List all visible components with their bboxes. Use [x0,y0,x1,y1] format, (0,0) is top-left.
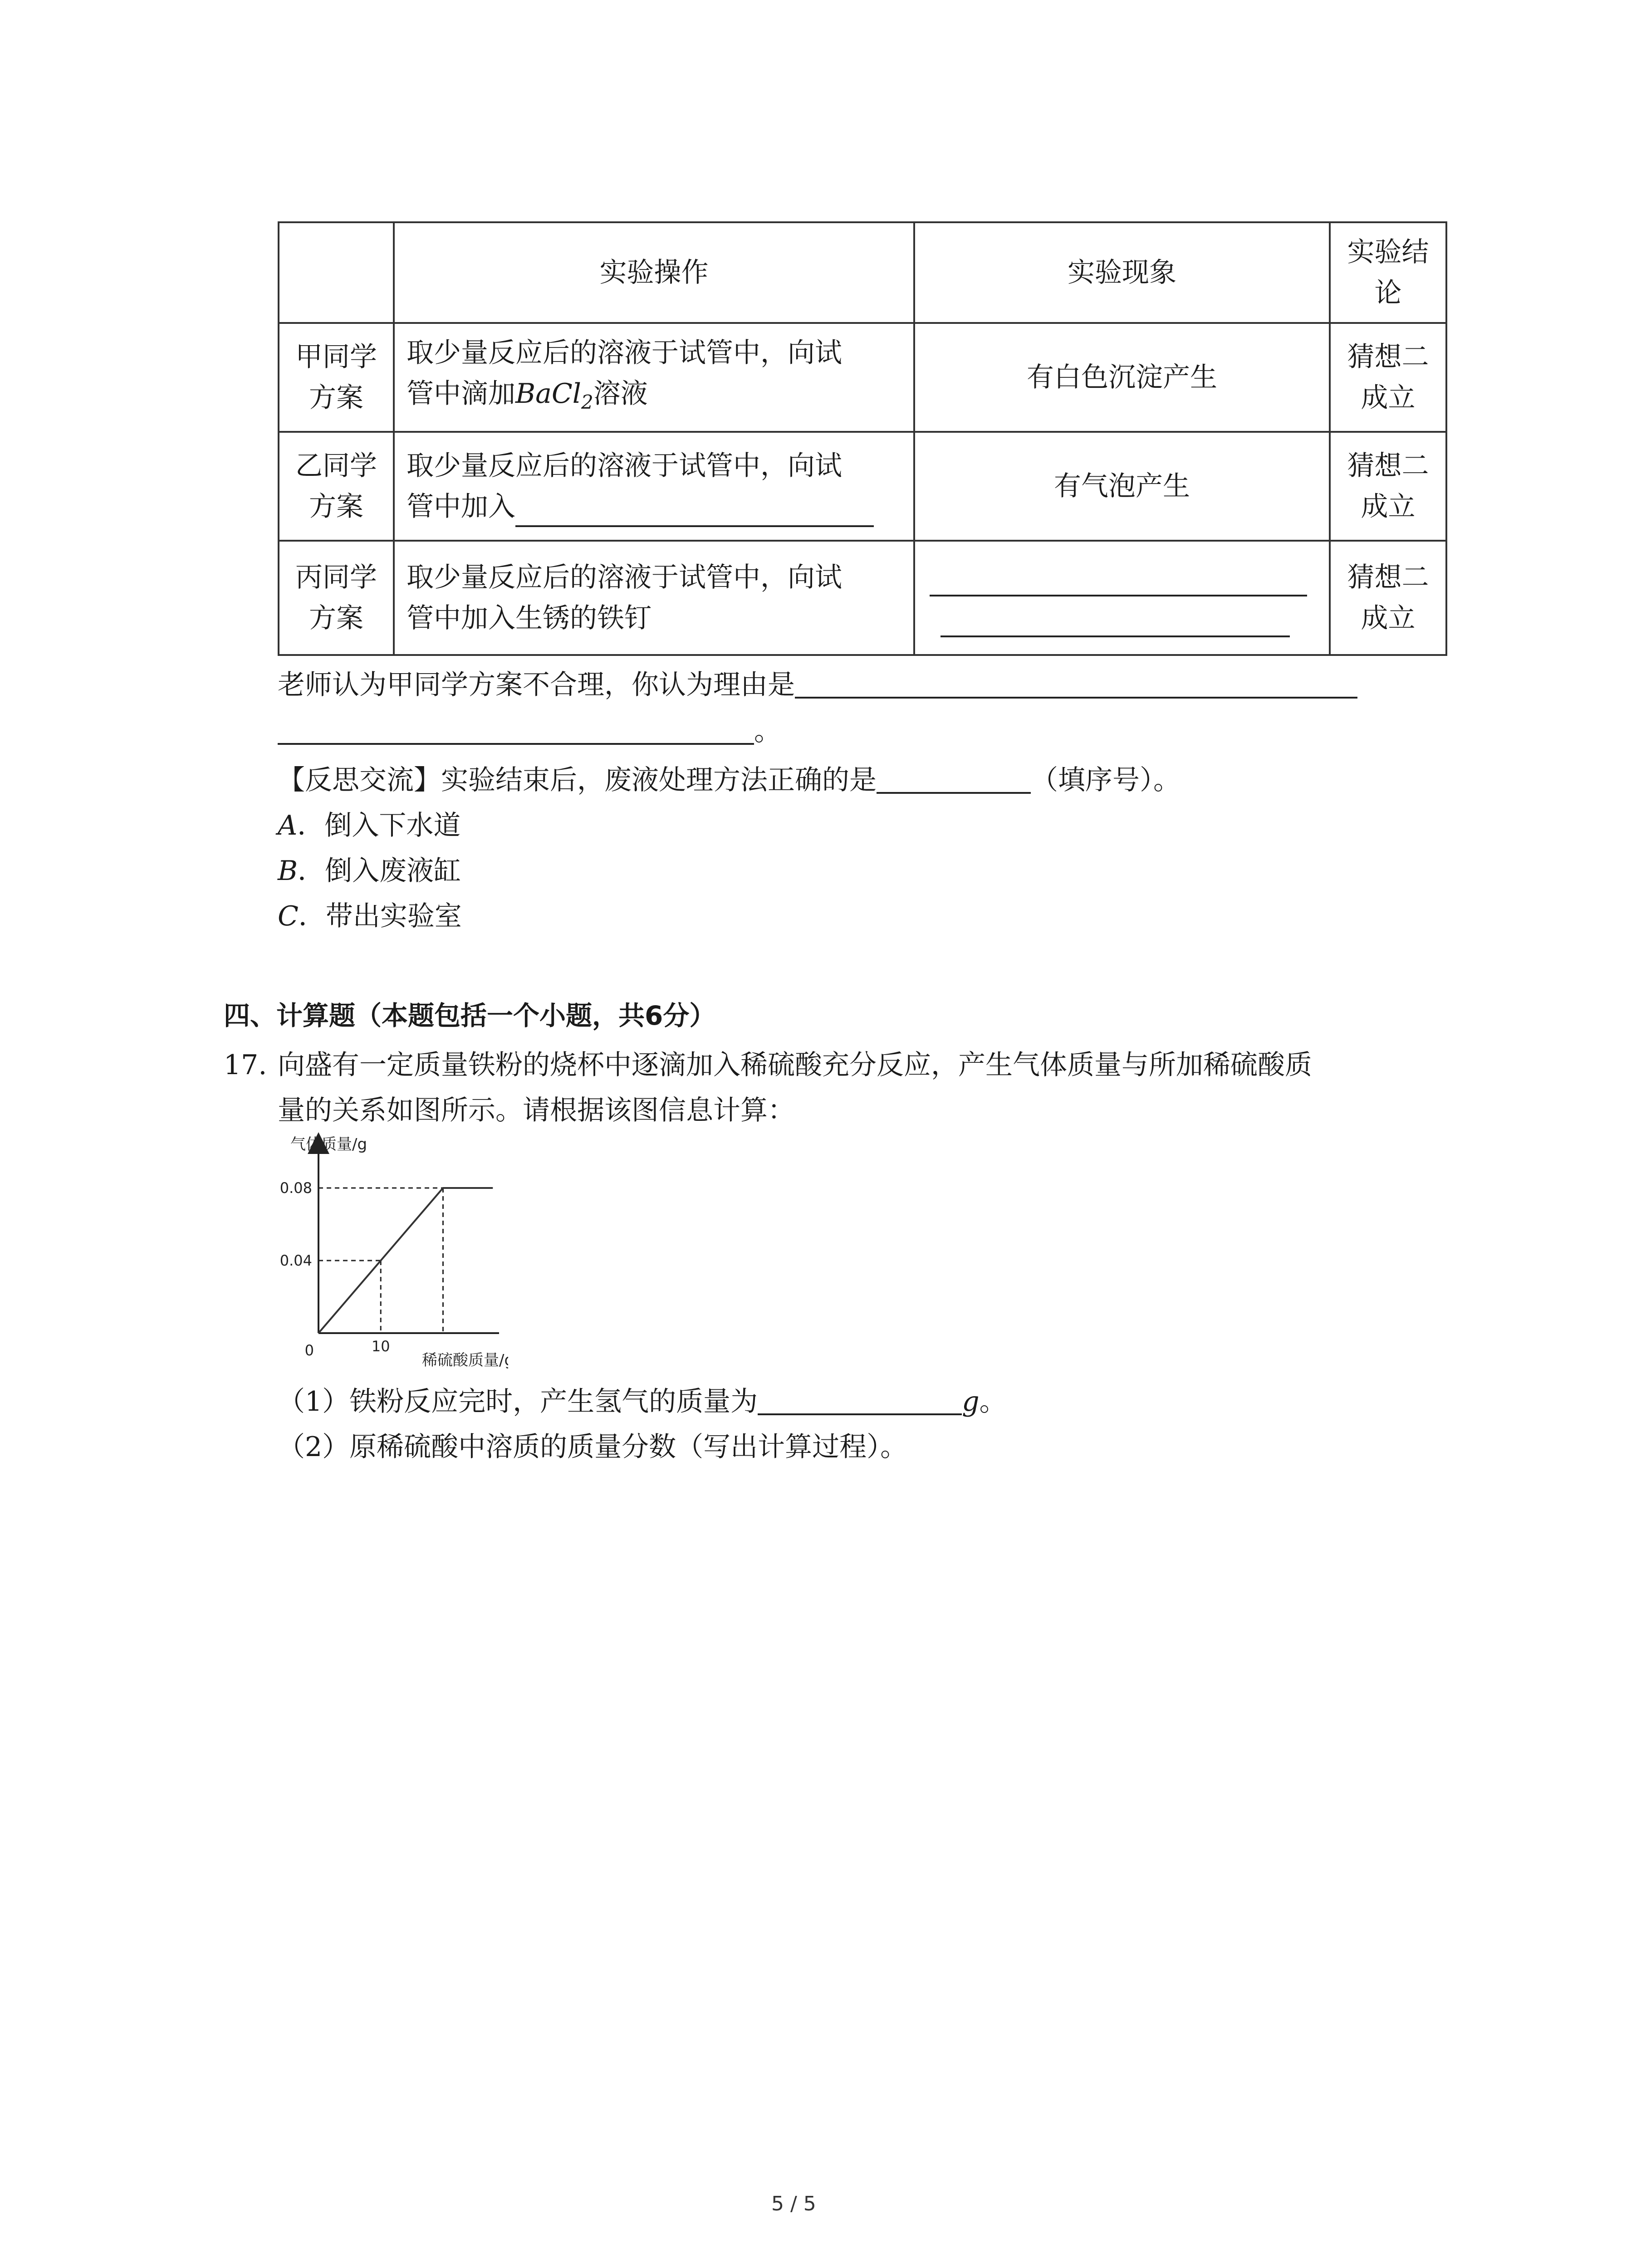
answer-blank[interactable] [877,766,1031,794]
table-row [279,541,1446,655]
teacher-note [278,670,1357,699]
option-letter: A [278,810,298,841]
conclusion-cell [1330,323,1446,432]
option-c[interactable] [278,900,462,932]
conclusion-cell [1330,541,1446,655]
operation-text-2 [407,373,901,423]
sub-question-1-text: （1）铁粉反应完时，产生氢气的质量为 [278,1386,758,1418]
phenomenon-cell-blank [914,541,1330,655]
conclusion-text: 猜想二 [1347,450,1429,482]
table-row [279,323,1446,432]
operation-text: 取少量反应后的溶液于试管中，向试 [407,337,842,369]
answer-blank[interactable] [758,1387,962,1415]
group-cell [279,541,394,655]
answer-blank[interactable] [941,635,1290,637]
reflection-suffix: （填序号）。 [1031,764,1181,796]
phenomenon-cell: 有白色沉淀产生 [914,323,1330,432]
operation-text: 取少量反应后的溶液于试管中，向试 [407,450,842,482]
answer-blank[interactable] [795,670,1357,699]
operation-suffix: 溶液 [593,377,648,410]
conclusion-cell [1330,432,1446,541]
group-label: 方案 [309,602,363,634]
option-letter: C [278,900,299,932]
chemical-formula [515,377,593,413]
question-text: 向盛有一定质量铁粉的烧杯中逐滴加入稀硫酸充分反应，产生气体质量与所加稀硫酸质 [278,1049,1312,1081]
y-axis-label: 气体质量/g [290,1135,367,1154]
conclusion-text: 成立 [1361,382,1416,414]
group-label: 方案 [309,491,363,523]
y-tick-label: 0.08 [279,1179,312,1197]
option-letter: B [278,855,298,887]
answer-blank[interactable] [515,499,874,527]
y-tick-label: 0.04 [279,1252,312,1269]
answer-blank[interactable] [278,717,754,745]
group-cell [279,432,394,541]
x-tick-label: 10 [371,1338,390,1355]
page-number: 5 / 5 [771,2192,816,2215]
chart [254,1129,508,1383]
table-header-conclusion-line: 论 [1374,277,1402,309]
operation-cell [394,323,914,432]
operation-text-2 [407,486,901,527]
formula-subscript: 2 [581,391,593,413]
operation-prefix: 管中加入 [407,491,515,523]
x-axis-label: 稀硫酸质量/g [422,1351,508,1369]
option-text: ．带出实验室 [298,900,462,932]
sub-question-1 [278,1386,1007,1418]
table-header-conclusion-line: 实验结 [1347,236,1429,268]
operation-cell [394,541,914,655]
line-chart [254,1129,508,1383]
operation-cell [394,432,914,541]
conclusion-text: 成立 [1361,602,1416,634]
question-number: 17. [224,1049,267,1081]
origin-label: 0 [304,1342,314,1359]
group-label: 方案 [309,382,363,414]
table-header-empty [279,222,394,323]
table-header-conclusion [1330,222,1446,323]
answer-blank[interactable] [930,595,1307,596]
section-title: 四、计算题（本题包括一个小题，共6分） [224,1000,716,1031]
experiment-table [278,221,1447,656]
option-a[interactable] [278,812,460,839]
conclusion-text: 猜想二 [1347,562,1429,593]
conclusion-text: 猜想二 [1347,341,1429,373]
group-cell [279,323,394,432]
table-header-operation: 实验操作 [394,222,914,323]
sub-question-2: （2）原稀硫酸中溶质的质量分数（写出计算过程）。 [278,1431,908,1463]
table-header-phenomenon: 实验现象 [914,222,1330,323]
group-label: 甲同学 [295,341,377,373]
question-text: 量的关系如图所示。请根据该图信息计算： [278,1095,795,1126]
operation-prefix: 管中滴加 [407,377,515,410]
formula-main: BaCl [515,377,581,410]
operation-text: 管中加入生锈的铁钉 [407,602,652,634]
operation-text: 取少量反应后的溶液于试管中，向试 [407,562,842,593]
group-label: 乙同学 [295,450,377,482]
option-text: ．倒入下水道 [297,810,461,841]
phenomenon-cell: 有气泡产生 [914,432,1330,541]
period: 。 [754,715,781,747]
table-row [279,432,1446,541]
teacher-note-continue [278,717,781,745]
conclusion-text: 成立 [1361,491,1416,523]
table-header-row [279,222,1446,323]
option-b[interactable] [278,857,461,885]
unit-label: g [962,1386,980,1418]
sub-question-1-suffix: 。 [979,1386,1007,1418]
reflection-question [278,766,1181,794]
option-text: ．倒入废液缸 [298,855,461,887]
teacher-note-text: 老师认为甲同学方案不合理，你认为理由是 [278,669,795,701]
reflection-text: 【反思交流】实验结束后，废液处理方法正确的是 [278,764,877,796]
group-label: 丙同学 [295,562,377,593]
